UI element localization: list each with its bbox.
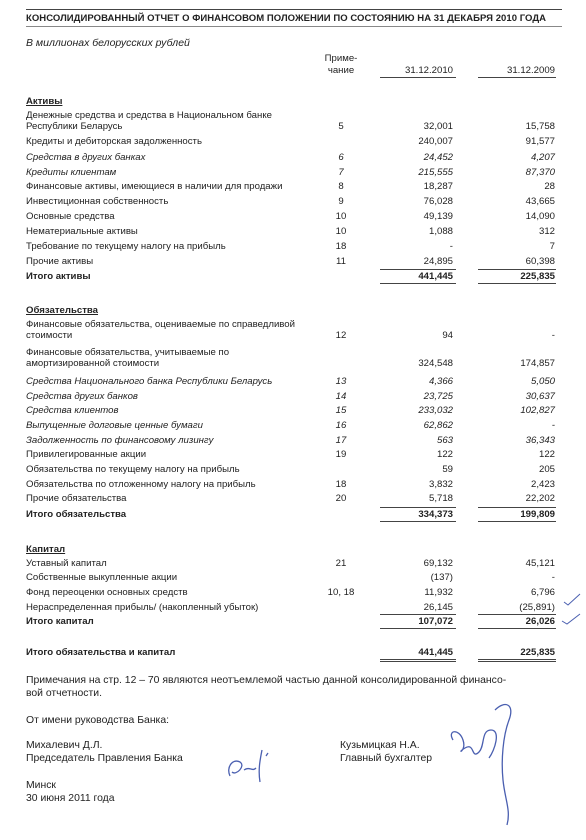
assets-row-label: Нематериальные активы	[26, 226, 138, 237]
assets-row-2010: 49,139	[423, 211, 453, 222]
assets-row-note: 10	[335, 226, 347, 237]
liabilities-row-note: 12	[335, 330, 347, 341]
capital-row-note: 10, 18	[327, 587, 355, 598]
on-behalf-text: От имени руководства Банка:	[26, 715, 169, 726]
checkmark-2	[560, 612, 582, 626]
assets-heading: Активы	[26, 96, 63, 107]
liabilities-row-2010: 324,548	[418, 358, 453, 369]
date: 30 июня 2011 года	[26, 793, 115, 804]
liabilities-row-label: Финансовые обязательства, учитываемые по	[26, 347, 230, 358]
col-2009-header: 31.12.2009	[506, 65, 555, 76]
capital-row-label: Уставный капитал	[26, 558, 107, 569]
assets-row-2010: 24,895	[423, 256, 453, 267]
liabilities-row-label: Обязательства по текущему налогу на прибыль	[26, 464, 240, 475]
grand-total-rule-2010-b	[380, 661, 456, 662]
liabilities-row-2010: 59	[442, 464, 453, 475]
liabilities-row-2009: 122	[538, 449, 555, 460]
grand-total-2009: 225,835	[520, 647, 555, 658]
liabilities-row-label: Средства Национального банка Республики Беларусь	[26, 376, 273, 387]
assets-row-2009: 312	[538, 226, 555, 237]
assets-row-2009: 91,577	[525, 136, 555, 147]
col-2009-header-rule	[478, 77, 556, 78]
report-title: КОНСОЛИДИРОВАННЫЙ ОТЧЕТ О ФИНАНСОВОМ ПОЛОЖЕНИИ ПО СОСТОЯНИЮ НА 31 ДЕКАБРЯ 2010 ГОДА	[26, 13, 547, 24]
liabilities-row-label: Средства клиентов	[26, 405, 119, 416]
assets-row-label-cont: Республики Беларусь	[26, 121, 123, 132]
notes-line-2: вой отчетности.	[26, 688, 102, 699]
liabilities-row-note: 18	[335, 479, 347, 490]
assets-row-label: Прочие активы	[26, 256, 94, 267]
assets-total-label: Итого активы	[26, 271, 91, 282]
liabilities-row-2010: 233,032	[418, 405, 453, 416]
assets-row-2010: -	[449, 241, 453, 252]
note-col-header-2: чание	[327, 65, 355, 76]
note-col-header-1: Приме-	[324, 53, 358, 64]
signature-accountant	[445, 700, 525, 830]
assets-row-note: 7	[338, 167, 344, 178]
liabilities-row-note: 15	[335, 405, 347, 416]
assets-row-2009: 7	[549, 241, 555, 252]
assets-row-2009: 60,398	[525, 256, 555, 267]
capital-row-2010: 11,932	[424, 587, 453, 598]
assets-row-2009: 14,090	[525, 211, 555, 222]
liabilities-row-2009: -	[551, 330, 555, 341]
assets-row-2010: 18,287	[423, 181, 453, 192]
capital-row-2010: 26,145	[423, 602, 453, 613]
assets-row-label: Кредиты клиентам	[26, 167, 117, 178]
assets-row-2009: 43,665	[525, 196, 555, 207]
liabilities-row-note: 17	[335, 435, 347, 446]
liabilities-row-note: 14	[335, 391, 347, 402]
liabilities-subtotal-rule-2009	[478, 507, 556, 508]
assets-row-note: 8	[338, 181, 344, 192]
assets-row-2010: 240,007	[418, 136, 453, 147]
assets-row-2009: 4,207	[530, 152, 555, 163]
capital-row-note: 21	[335, 558, 347, 569]
assets-row-note: 9	[338, 196, 344, 207]
liabilities-row-2009: 102,827	[520, 405, 555, 416]
liabilities-row-2009: 2,423	[530, 479, 555, 490]
liabilities-row-2009: 5,050	[530, 376, 555, 387]
assets-total-underline-2010	[380, 283, 456, 284]
assets-row-2009: 87,370	[525, 167, 555, 178]
liabilities-row-label: Задолженность по финансовому лизингу	[26, 435, 214, 446]
capital-heading: Капитал	[26, 544, 66, 555]
liabilities-row-2010: 94	[442, 330, 453, 341]
capital-total-2009: 26,026	[525, 616, 555, 627]
capital-total-2010: 107,072	[418, 616, 453, 627]
assets-row-note: 18	[335, 241, 347, 252]
assets-total-underline-2009	[478, 283, 556, 284]
checkmark-1	[562, 592, 582, 606]
assets-row-2010: 76,028	[423, 196, 453, 207]
assets-row-label: Средства в других банках	[26, 152, 146, 163]
signer2-title: Главный бухгалтер	[340, 753, 433, 764]
units-caption: В миллионах белорусских рублей	[26, 37, 190, 49]
capital-row-label: Собственные выкупленные акции	[26, 572, 178, 583]
liabilities-row-2010: 4,366	[428, 376, 453, 387]
grand-total-rule-2009-b	[478, 661, 556, 662]
liabilities-row-2009: 30,637	[525, 391, 555, 402]
assets-row-2010: 215,555	[418, 167, 453, 178]
assets-subtotal-rule-2009	[478, 269, 556, 270]
assets-row-2009: 28	[544, 181, 555, 192]
liabilities-row-2010: 3,832	[428, 479, 453, 490]
liabilities-heading: Обязательства	[26, 305, 99, 316]
liabilities-total-2010: 334,373	[418, 509, 453, 520]
liabilities-row-2009: 22,202	[525, 493, 555, 504]
liabilities-total-2009: 199,809	[520, 509, 555, 520]
assets-row-label: Кредиты и дебиторская задолженность	[26, 136, 202, 147]
title-underline	[26, 26, 562, 27]
liabilities-row-2010: 23,725	[423, 391, 453, 402]
liabilities-row-label-cont: амортизированной стоимости	[26, 358, 160, 369]
liabilities-row-label: Средства других банков	[26, 391, 138, 402]
grand-total-2010: 441,445	[418, 647, 453, 658]
assets-row-label: Денежные средства и средства в Национальном банке	[26, 110, 272, 121]
assets-row-label: Основные средства	[26, 211, 115, 222]
grand-total-label: Итого обязательства и капитал	[26, 647, 176, 658]
liabilities-row-note: 16	[335, 420, 347, 431]
capital-row-2009: -	[551, 572, 555, 583]
notes-line-1: Примечания на стр. 12 – 70 являются неотъемлемой частью данной консолидированной финансо-	[26, 675, 507, 686]
capital-subtotal-rule-2010	[380, 614, 456, 615]
assets-row-note: 6	[338, 152, 344, 163]
liabilities-row-note: 20	[335, 493, 347, 504]
liabilities-row-2009: 205	[538, 464, 555, 475]
capital-row-label: Нераспределенная прибыль/ (накопленный убыток)	[26, 602, 259, 613]
capital-row-2010: (137)	[430, 572, 453, 583]
assets-row-note: 10	[335, 211, 347, 222]
capital-row-2009: 6,796	[530, 587, 555, 598]
liabilities-row-2010: 563	[436, 435, 453, 446]
capital-subtotal-rule-2009	[478, 614, 556, 615]
liabilities-row-2009: 36,343	[525, 435, 555, 446]
col-2010-header-rule	[380, 77, 456, 78]
city: Минск	[26, 780, 56, 791]
liabilities-row-2009: -	[551, 420, 555, 431]
liabilities-row-label: Выпущенные долговые ценные бумаги	[26, 420, 203, 431]
liabilities-row-label: Привилегированные акции	[26, 449, 147, 460]
assets-row-label: Требование по текущему налогу на прибыль	[26, 241, 226, 252]
capital-row-2010: 69,132	[423, 558, 453, 569]
liabilities-row-note: 13	[335, 376, 347, 387]
grand-total-rule-2010	[380, 659, 456, 660]
assets-row-2009: 15,758	[525, 121, 555, 132]
capital-total-underline-2010	[380, 628, 456, 629]
liabilities-row-2010: 122	[436, 449, 453, 460]
capital-row-2009: 45,121	[525, 558, 555, 569]
liabilities-subtotal-rule-2010	[380, 507, 456, 508]
signer1-name: Михалевич Д.Л.	[26, 740, 103, 751]
liabilities-row-2010: 62,862	[423, 420, 453, 431]
liabilities-row-label: Обязательства по отложенному налогу на прибыль	[26, 479, 256, 490]
assets-row-note: 5	[338, 121, 344, 132]
liabilities-row-label: Финансовые обязательства, оцениваемые по справедливой	[26, 319, 295, 330]
liabilities-row-label: Прочие обязательства	[26, 493, 127, 504]
capital-total-label: Итого капитал	[26, 616, 94, 627]
assets-total-2009: 225,835	[520, 271, 555, 282]
assets-row-2010: 24,452	[423, 152, 453, 163]
liabilities-total-underline-2010	[380, 521, 456, 522]
assets-row-2010: 32,001	[423, 121, 453, 132]
signature-chairman	[222, 742, 282, 784]
assets-row-label: Инвестиционная собственность	[26, 196, 169, 207]
title-rule	[26, 9, 562, 10]
assets-total-2010: 441,445	[418, 271, 453, 282]
liabilities-total-underline-2009	[478, 521, 556, 522]
col-2010-header: 31.12.2010	[404, 65, 453, 76]
grand-total-rule-2009	[478, 659, 556, 660]
liabilities-row-label-cont: стоимости	[26, 330, 73, 341]
assets-subtotal-rule-2010	[380, 269, 456, 270]
assets-row-note: 11	[336, 256, 346, 267]
liabilities-total-label: Итого обязательства	[26, 509, 127, 520]
assets-row-label: Финансовые активы, имеющиеся в наличии для продажи	[26, 181, 283, 192]
liabilities-row-note: 19	[335, 449, 347, 460]
assets-row-2010: 1,088	[428, 226, 453, 237]
signer1-title: Председатель Правления Банка	[26, 753, 183, 764]
capital-row-label: Фонд переоценки основных средств	[26, 587, 188, 598]
capital-row-2009: (25,891)	[519, 602, 555, 613]
liabilities-row-2010: 5,718	[428, 493, 453, 504]
signer2-name: Кузьмицкая Н.А.	[340, 740, 420, 751]
liabilities-row-2009: 174,857	[520, 358, 555, 369]
capital-total-underline-2009	[478, 628, 556, 629]
